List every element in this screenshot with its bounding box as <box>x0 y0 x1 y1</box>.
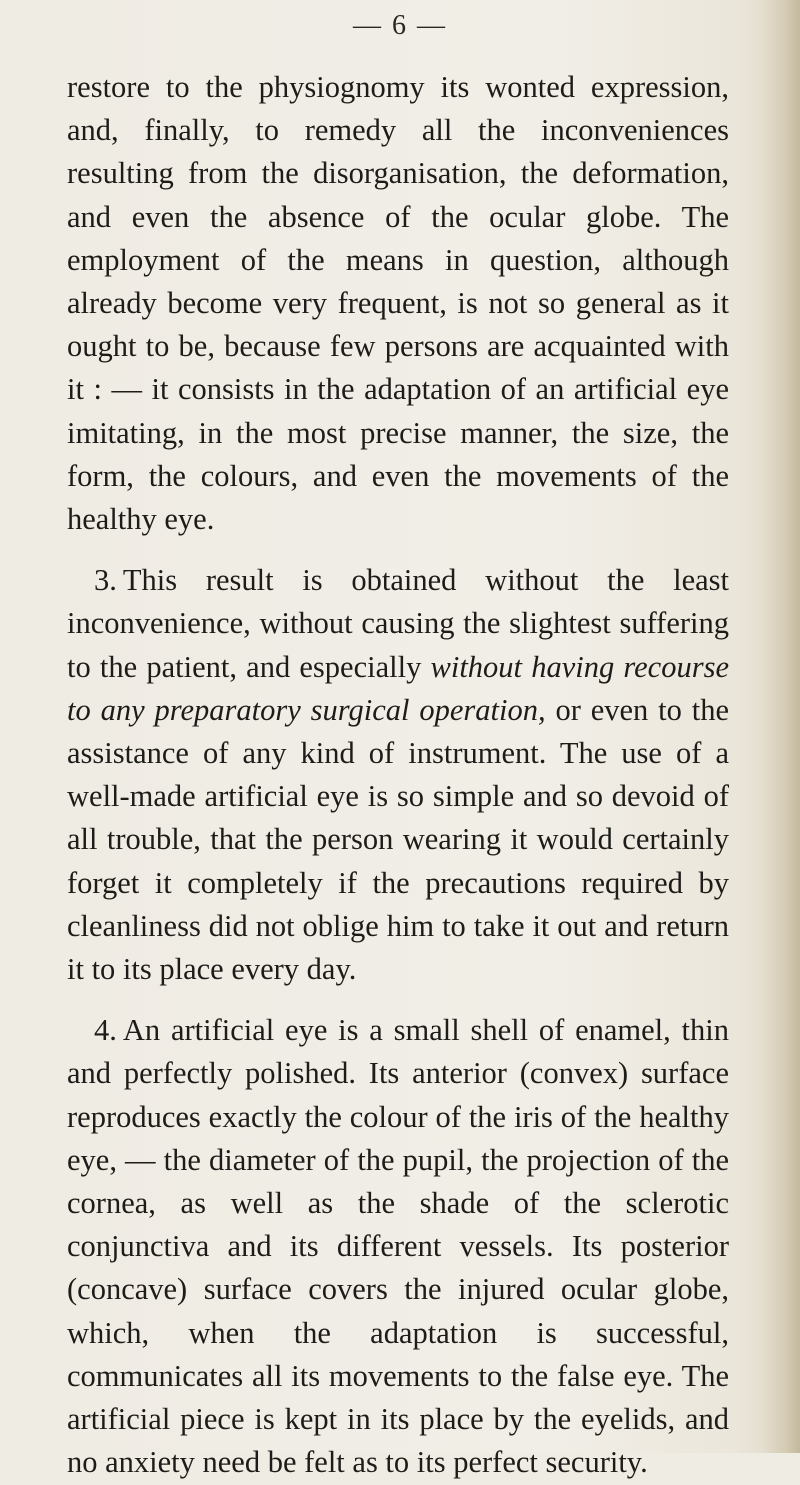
page-number-header: — 6 — <box>353 10 447 41</box>
paragraph-gap <box>67 541 729 559</box>
paragraph-text-continued: or even to the assistance of any kind of instrument. The use of a well-made artificial eye is so simple and so devoid of all trouble, that the person wearing it would certainly forget it completely if the precautions required by cleanliness did not oblige him to take it out and return it to its place every day. <box>67 692 730 987</box>
paragraph-text: This result is obtained without the least inconvenience, without causing the slightest suffering to the patient, and especially <box>67 563 729 684</box>
italic-emphasis: without having recourse to any preparatory surgical operation, <box>67 649 729 727</box>
paragraph-text: restore to the physiognomy its wonted expression, and, finally, to remedy all the inconveniences resulting from the disorganisation, the deformation, and even the absence of the ocular globe. The employment of the means in question, although already become very frequent, is not so general as it ought to be, because few persons are acquainted with it : — it consists in the adaptation of an artificial eye imitating, in the most precise manner, the size, the form, the colours, and even the movements of the healthy eye. <box>67 70 729 537</box>
paragraph-continued <box>67 66 729 541</box>
page-edge-shadow <box>762 0 800 1453</box>
paragraph-number: 4. <box>94 1013 117 1048</box>
paragraph-gap <box>67 991 729 1009</box>
paragraph-text: An artificial eye is a small shell of enamel, thin and perfectly polished. Its anterior (convex) surface reproduces exactly the colour of the iris of the healthy eye, — the diameter of the pupil, the projection of the cornea, as well as the shade of the sclerotic conjunctiva and its different vessels. Its posterior (concave) surface covers the injured ocular globe, which, when the adaptation is successful, communicates all its movements to the false eye. The artificial piece is kept in its place by the eyelids, and no anxiety need be felt as to its perfect security. <box>67 1013 729 1480</box>
body-text <box>67 66 729 1485</box>
paragraph-4 <box>67 1009 729 1484</box>
paragraph-3 <box>67 559 729 991</box>
paragraph-number: 3. <box>94 563 117 598</box>
